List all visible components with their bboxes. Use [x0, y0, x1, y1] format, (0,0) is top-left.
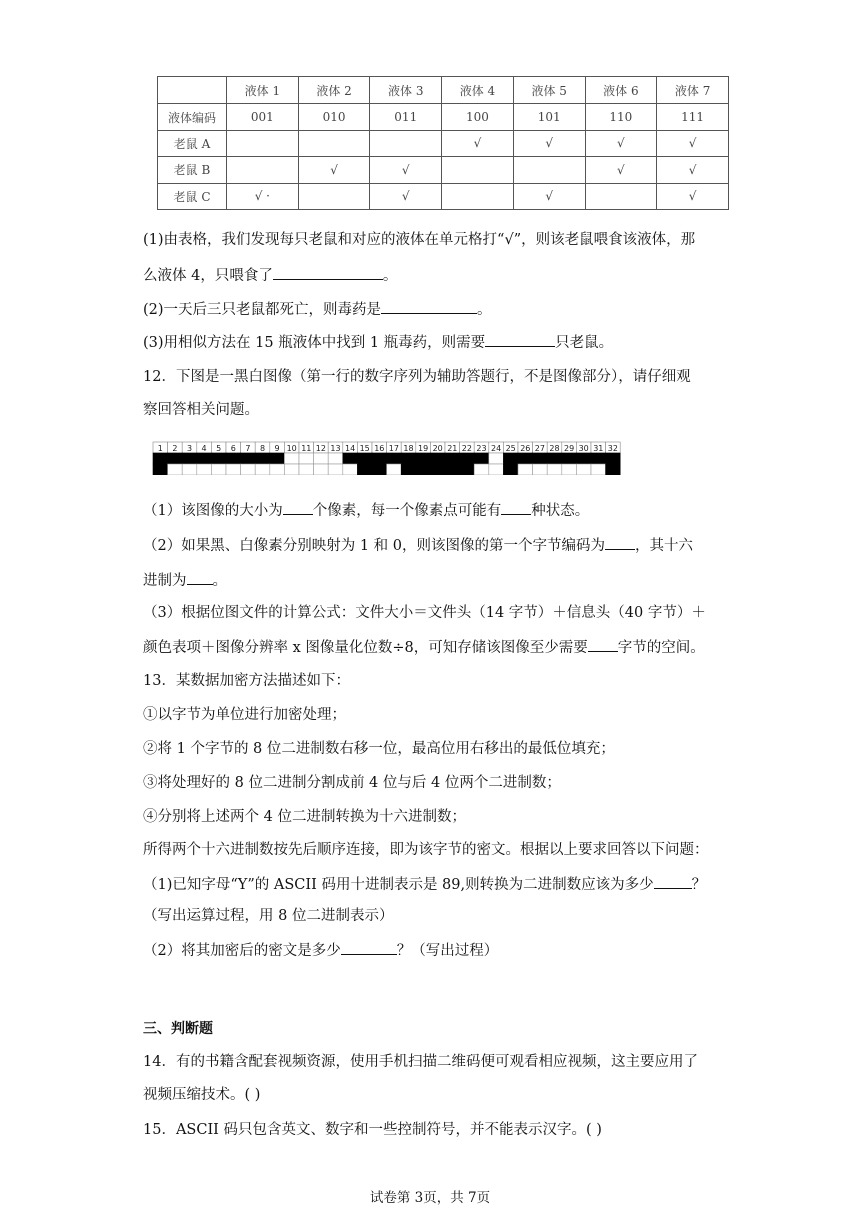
pixel-number-label: 29: [564, 444, 575, 453]
pixel-black: [226, 453, 241, 464]
pixel-white: [518, 464, 533, 475]
table-cell: [585, 183, 657, 209]
pixel-white: [284, 453, 299, 464]
table-header-cell: 液体 6: [585, 77, 657, 104]
pixel-black: [503, 453, 518, 464]
pixel-number-label: 22: [461, 444, 472, 453]
table-cell: √: [657, 130, 729, 156]
table-header-cell: 液体 1: [227, 77, 299, 104]
pixel-white: [226, 464, 241, 475]
pixel-white: [314, 453, 329, 464]
pixel-black: [153, 453, 168, 464]
q15: 15．ASCII 码只包含英文、数字和一些控制符号，并不能表示汉字。( ): [143, 1122, 602, 1138]
table-row: [158, 130, 729, 156]
pixel-black: [591, 453, 606, 464]
q13-step2: ②将 1 个字节的 8 位二进制数右移一位，最高位用右移出的最低位填充；: [143, 741, 615, 757]
table-cell: √ ·: [227, 183, 299, 209]
pixel-number-label: 28: [549, 444, 560, 453]
pixel-white: [241, 464, 256, 475]
pixel-black: [182, 453, 197, 464]
pixel-black: [416, 453, 431, 464]
pixel-black: [416, 464, 431, 475]
answer-blank[interactable]: [485, 332, 555, 347]
pixel-number-label: 5: [216, 444, 222, 453]
table-cell: √: [298, 157, 370, 183]
table-cell: 100: [442, 104, 514, 130]
pixel-number-label: 2: [172, 444, 178, 453]
table-cell: √: [657, 157, 729, 183]
pixel-white: [489, 464, 504, 475]
table-row-label: 老鼠 B: [158, 157, 227, 183]
page-footer: 试卷第 3页，共 7页: [369, 1190, 491, 1206]
pixel-white: [343, 464, 358, 475]
pixel-number-label: 10: [286, 444, 297, 453]
pixel-number-label: 19: [418, 444, 429, 453]
pixel-white: [533, 464, 548, 475]
q12-part3-line2: 颜色表项＋图像分辨率 x 图像量化位数÷8，可知存储该图像至少需要 字节的空间。: [143, 637, 705, 658]
pixel-number-label: 6: [230, 444, 236, 453]
pixel-white: [328, 453, 343, 464]
answer-blank[interactable]: [654, 874, 692, 889]
pixel-number-label: 9: [274, 444, 280, 453]
pixel-black: [460, 453, 475, 464]
table-cell: [227, 130, 299, 156]
table-row-label: 老鼠 C: [158, 183, 227, 209]
pixel-white: [489, 453, 504, 464]
q13-stem: 13．某数据加密方法描述如下：: [143, 673, 350, 689]
pixel-black: [503, 464, 518, 475]
pixel-black: [197, 453, 212, 464]
q11-part3: (3)用相似方法在 15 瓶液体中找到 1 瓶毒药，则需要 只老鼠。: [143, 332, 613, 353]
pixel-white: [299, 453, 314, 464]
q11-part2: (2)一天后三只老鼠都死亡，则毒药是 。: [143, 299, 492, 320]
pixel-white: [197, 464, 212, 475]
pixel-white: [211, 464, 226, 475]
table-cell: [298, 130, 370, 156]
pixel-number-label: 7: [245, 444, 251, 453]
pixel-white: [562, 464, 577, 475]
table-cell: √: [585, 130, 657, 156]
pixel-black: [562, 453, 577, 464]
pixel-black: [576, 453, 591, 464]
pixel-black: [343, 453, 358, 464]
pixel-black: [255, 453, 270, 464]
pixel-number-label: 12: [315, 444, 326, 453]
pixel-number-label: 27: [534, 444, 545, 453]
table-header-cell: 液体 7: [657, 77, 729, 104]
pixel-black: [606, 453, 621, 464]
pixel-white: [328, 464, 343, 475]
table-cell: 110: [585, 104, 657, 130]
table-cell: [442, 157, 514, 183]
pixel-white: [182, 464, 197, 475]
answer-blank[interactable]: [283, 500, 313, 515]
table-header-cell: 液体 4: [442, 77, 514, 104]
pixel-black: [460, 464, 475, 475]
pixel-black: [547, 453, 562, 464]
pixel-white: [270, 464, 285, 475]
table-cell: 011: [370, 104, 442, 130]
pixel-number-label: 24: [491, 444, 502, 453]
pixel-black: [401, 464, 416, 475]
table-row-label: 液体编码: [158, 104, 227, 130]
q13-summary: 所得两个十六进制数按先后顺序连接，即为该字节的密文。根据以上要求回答以下问题：: [143, 842, 709, 858]
table-cell: √: [370, 183, 442, 209]
pixel-black: [430, 464, 445, 475]
table-cell: √: [513, 130, 585, 156]
q12-part1: （1）该图像的大小为 个像素，每一个像素点可能有 种状态。: [143, 500, 589, 521]
q11-part1-text: 么液体 4，只喂食了: [143, 268, 273, 284]
pixel-black: [518, 453, 533, 464]
pixel-number-label: 13: [330, 444, 341, 453]
pixel-number-label: 8: [259, 444, 266, 453]
pixel-number-label: 31: [593, 444, 604, 453]
q13-part2: （2）将其加密后的密文是多少 ？（写出过程）: [143, 940, 498, 961]
pixel-black: [606, 464, 621, 475]
table-row: [158, 157, 729, 183]
q13-step3: ③将处理好的 8 位二进制分割成前 4 位与后 4 位两个二进制数；: [143, 775, 561, 791]
table-cell: [227, 157, 299, 183]
q12-stem-line2: 察回答相关问题。: [143, 402, 259, 418]
table-cell: √: [370, 157, 442, 183]
pixel-white: [284, 464, 299, 475]
pixel-number-label: 25: [505, 444, 516, 453]
answer-blank[interactable]: [381, 299, 477, 314]
pixel-number-label: 11: [301, 444, 312, 453]
q12-part2-line1: （2）如果黑、白像素分别映射为 1 和 0，则该图像的第一个字节编码为 ，其十六: [143, 535, 693, 556]
table-header-cell: 液体 5: [513, 77, 585, 104]
q13-part1-line2: （写出运算过程，用 8 位二进制表示）: [143, 908, 394, 924]
pixel-black: [241, 453, 256, 464]
pixel-white: [299, 464, 314, 475]
pixel-black: [430, 453, 445, 464]
pixel-number-label: 26: [520, 444, 531, 453]
table-cell: [513, 157, 585, 183]
pixel-number-label: 14: [345, 444, 356, 453]
pixel-black: [357, 453, 372, 464]
pixel-black: [445, 453, 460, 464]
q13-step1: ①以字节为单位进行加密处理；: [143, 707, 346, 723]
table-header-cell: 液体 3: [370, 77, 442, 104]
pixel-number-label: 4: [201, 444, 207, 453]
q13-part1-line1: （1)已知字母“Y”的 ASCII 码用十进制表示是 89,则转换为二进制数应该为多少 ？: [143, 874, 706, 895]
pixel-number-label: 23: [476, 444, 487, 453]
table-cell: √: [657, 183, 729, 209]
table-cell: [442, 183, 514, 209]
pixel-white: [387, 464, 402, 475]
table-cell: 001: [227, 104, 299, 130]
table-cell: √: [513, 183, 585, 209]
table-header-cell: 液体 2: [298, 77, 370, 104]
pixel-black: [474, 453, 489, 464]
pixel-white: [314, 464, 329, 475]
q14-line2: 视频压缩技术。( ): [143, 1087, 261, 1103]
pixel-number-label: 1: [157, 444, 163, 453]
table-cell: 010: [298, 104, 370, 130]
pixel-black: [372, 464, 387, 475]
q11-part1-line1: (1)由表格，我们发现每只老鼠和对应的液体在单元格打“√”，则该老鼠喂食该液体，那: [143, 232, 696, 248]
black-white-pixel-image: [151, 441, 623, 475]
pixel-black: [357, 464, 372, 475]
pixel-number-label: 3: [186, 444, 193, 453]
pixel-black: [445, 464, 460, 475]
pixel-black: [372, 453, 387, 464]
pixel-black: [153, 464, 168, 475]
table-cell: 101: [513, 104, 585, 130]
q12-part3-line1: （3）根据位图文件的计算公式：文件大小＝文件头（14 字节）＋信息头（40 字节）＋: [143, 605, 706, 621]
pixel-black: [168, 453, 183, 464]
pixel-black: [387, 453, 402, 464]
liquid-mouse-table: [157, 76, 729, 210]
table-row: [158, 183, 729, 209]
pixel-number-label: 30: [578, 444, 589, 453]
answer-blank[interactable]: [605, 535, 635, 550]
section-title-judgement: 三、判断题: [143, 1021, 213, 1037]
answer-blank[interactable]: [273, 265, 383, 280]
pixel-number-label: 18: [403, 444, 414, 453]
table-cell: √: [585, 157, 657, 183]
pixel-number-label: 21: [447, 444, 458, 453]
table-row-label: 老鼠 A: [158, 130, 227, 156]
q12-part2-line2: 进制为 。: [143, 570, 227, 591]
table-row: [158, 104, 729, 130]
table-cell: [298, 183, 370, 209]
answer-blank[interactable]: [501, 500, 531, 515]
pixel-black: [211, 453, 226, 464]
table-cell: √: [442, 130, 514, 156]
q11-part1-line2: 么液体 4，只喂食了 。: [143, 265, 397, 286]
table-header-row: [158, 77, 729, 104]
pixel-white: [474, 464, 489, 475]
pixel-number-label: 16: [374, 444, 385, 453]
pixel-black: [401, 453, 416, 464]
q13-step4: ④分别将上述两个 4 位二进制转换为十六进制数；: [143, 809, 466, 825]
pixel-white: [591, 464, 606, 475]
pixel-black: [533, 453, 548, 464]
pixel-number-label: 32: [607, 444, 618, 453]
pixel-white: [255, 464, 270, 475]
answer-blank[interactable]: [588, 637, 618, 652]
pixel-number-label: 20: [432, 444, 443, 453]
table-header-cell: [158, 77, 227, 104]
table-cell: [370, 130, 442, 156]
q14-line1: 14．有的书籍含配套视频资源，使用手机扫描二维码便可观看相应视频，这主要应用了: [143, 1054, 698, 1070]
q12-stem-line1: 12．下图是一黑白图像（第一行的数字序列为辅助答题行，不是图像部分），请仔细观: [143, 369, 691, 385]
answer-blank[interactable]: [187, 570, 213, 585]
answer-blank[interactable]: [341, 940, 397, 955]
pixel-white: [576, 464, 591, 475]
pixel-number-label: 17: [388, 444, 399, 453]
table-cell: 111: [657, 104, 729, 130]
pixel-white: [168, 464, 183, 475]
pixel-number-label: 15: [359, 444, 370, 453]
pixel-black: [270, 453, 285, 464]
pixel-white: [547, 464, 562, 475]
